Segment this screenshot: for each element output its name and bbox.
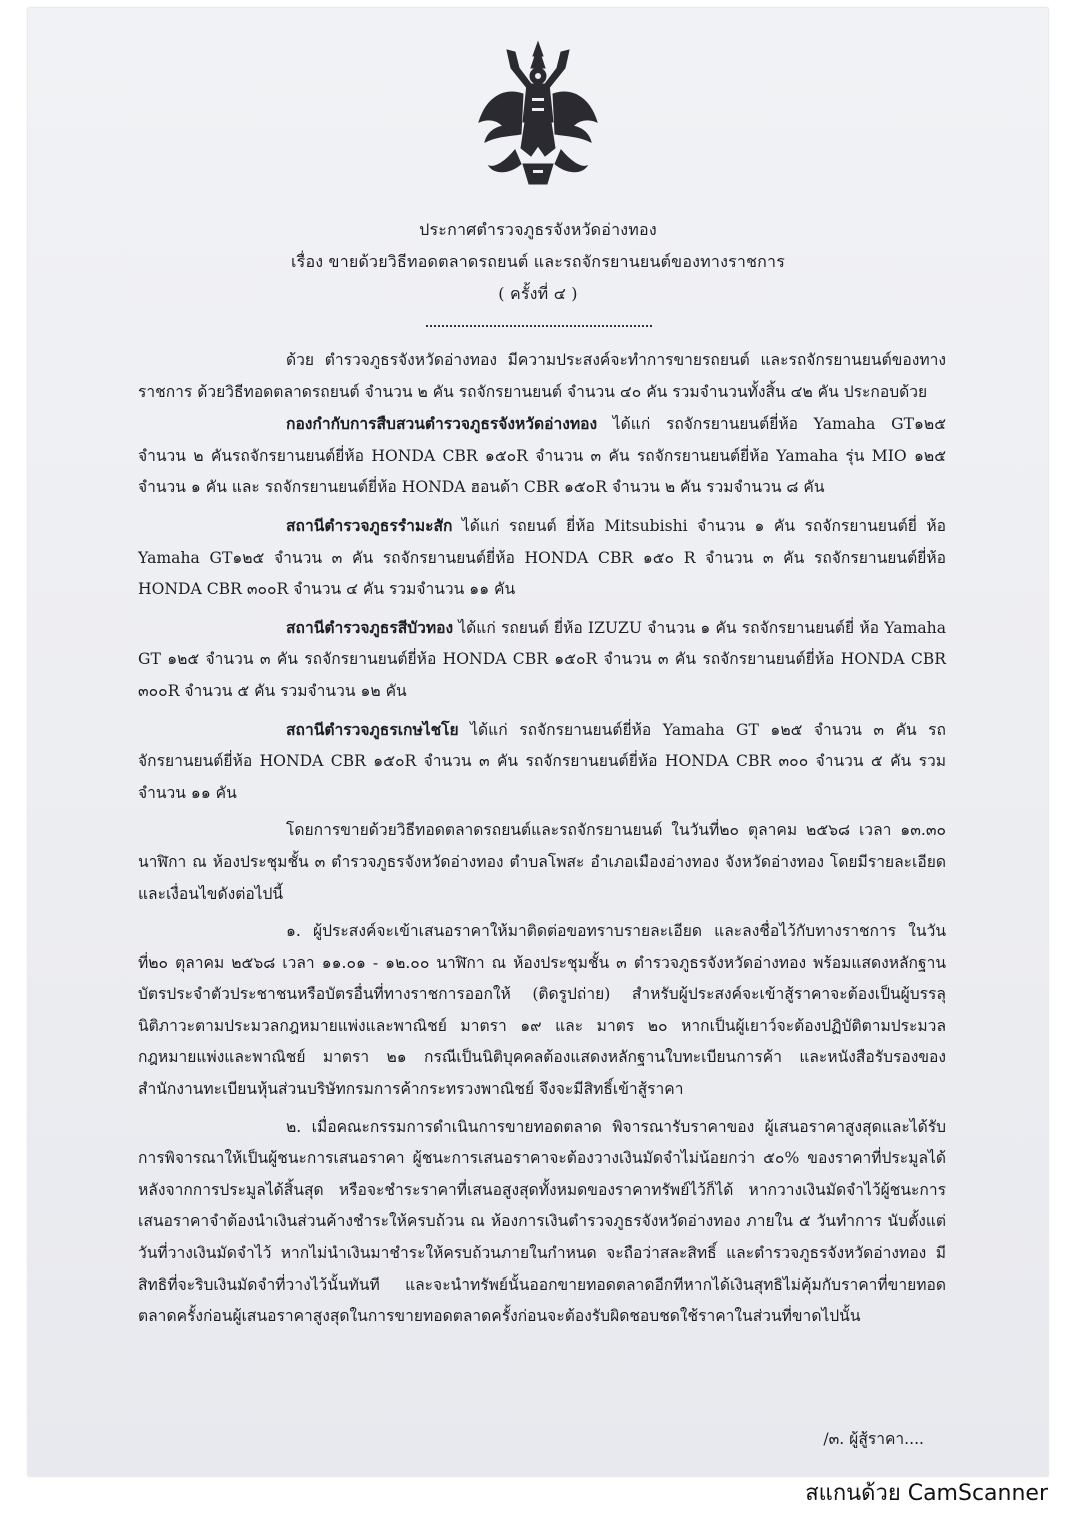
unit-name: สถานีตำรวจภูธรเกษไชโย [286, 719, 459, 739]
clause-1: ๑. ผู้ประสงค์จะเข้าเสนอราคาให้มาติดต่อขอทราบรายละเอียด และลงชื่อไว้กับทางราชการ ในวันที่๒๐ ตุลาคม ๒๕๖๘ เวลา ๑๑.๐๑ - ๑๒.๐๐ นาฬิกา ณ ห้องประชุมชั้น ๓ ตำรวจภูธรจังหวัดอ่างทอง พร้อมแสดงหลักฐานบัตรประจำตัวประชาชนหรือบัตรอื่นที่ทางราชการออกให้ (ติดรูปถ่าย) สำหรับผู้ประสงค์จะเข้าสู้ราคาจะต้องเป็นผู้บรรลุนิติภาวะตามประมวลกฎหมายแพ่งและพาณิชย์ มาตรา ๑๙ และ มาตร ๒๐ หากเป็นผู้เยาว์จะต้องปฏิบัติตามประมวลกฎหมายแพ่งและพาณิชย์ มาตรา ๒๑ กรณีเป็นนิติบุคคลต้องแสดงหลักฐานใบทะเบียนการค้า และหนังสือรับรองของสำนักงานทะเบียนหุ้นส่วนบริษัทกรมการค้ากระทรวงพาณิชย์ จึงจะมีสิทธิ์เข้าสู้ราคา [138, 922, 946, 1099]
unit-paragraph [138, 714, 946, 810]
announcement-subject: เรื่อง ขายด้วยวิธีทอดตลาดรถยนต์ และรถจักรยานยนต์ของทางราชการ [290, 252, 785, 271]
unit-paragraph [138, 510, 946, 606]
announcement-body [138, 345, 946, 1333]
unit-paragraph [138, 612, 946, 708]
unit-detail: ได้แก่ รถยนต์ ยี่ห้อ IZUZU จำนวน ๑ คัน รถจักรยานยนต์ยี่ ห้อ Yamaha GT ๑๒๕ จำนวน ๓ คัน รถจักรยานยนต์ยี่ห้อ HONDA CBR ๑๕๐R จำนวน ๓ คัน รถจักรยานยนต์ยี่ห้อ HONDA CBR ๓๐๐R จำนวน ๕ คัน รวมจำนวน ๑๒ คัน [138, 618, 946, 700]
auction-paragraph: โดยการขายด้วยวิธีทอดตลาดรถยนต์และรถจักรยานยนต์ ในวันที่๒๐ ตุลาคม ๒๕๖๘ เวลา ๑๓.๓๐ นาฬิกา ณ ห้องประชุมชั้น ๓ ตำรวจภูธรจังหวัดอ่างทอง ตำบลโพสะ อำเภอเมืองอ่างทอง จังหวัดอ่างทอง โดยมีรายละเอียดและเงื่อนไขดังต่อไปนี้ [138, 821, 946, 903]
intro-paragraph: ด้วย ตำรวจภูธรจังหวัดอ่างทอง มีความประสงค์จะทำการขายรถยนต์ และรถจักรยานยนต์ของทางราชการ ด้วยวิธีทอดตลาดรถยนต์ จำนวน ๒ คัน รถจักรยานยนต์ จำนวน ๔๐ คัน รวมจำนวนทั้งสิ้น ๔๒ คัน ประกอบด้วย [138, 351, 946, 401]
clause-2: ๒. เมื่อคณะกรรมการดำเนินการขายทอดตลาด พิจารณารับราคาของ ผู้เสนอราคาสูงสุดและได้รับการพิจารณาให้เป็นผู้ชนะการเสนอราคา ผู้ชนะการเสนอราคาจะต้องวางเงินมัดจำไม่น้อยกว่า ๕๐% ของราคาที่ประมูลได้หลังจากการประมูลได้สิ้นสุด หรือจะชำระราคาที่เสนอสูงสุดทั้งหมดของราคาทรัพย์ไว้ก็ได้ หากวางเงินมัดจำไว้ผู้ชนะการเสนอราคาจำต้องนำเงินส่วนค้างชำระให้ครบถ้วน ณ ห้องการเงินตำรวจภูธรจังหวัดอ่างทอง ภายใน ๕ วันทำการ นับตั้งแต่วันที่วางเงินมัดจำไว้ หากไม่นำเงินมาชำระให้ครบถ้วนภายในกำหนด จะถือว่าสละสิทธิ์ และตำรวจภูธรจังหวัดอ่างทอง มีสิทธิที่จะริบเงินมัดจำที่วางไว้นั้นทันที และจะนำทรัพย์นั้นออกขายทอดตลาดอีกทีหากได้เงินสุทธิไม่คุ้มกับราคาที่ขายทอดตลาดครั้งก่อนผู้เสนอราคาสูงสุดในการขายทอดตลาดครั้งก่อนจะต้องรับผิดชอบชดใช้ราคาในส่วนที่ขาดไปนั้น [138, 1117, 946, 1326]
unit-name: กองกำกับการสืบสวนตำรวจภูธรจังหวัดอ่างทอง [286, 414, 598, 434]
unit-name: สถานีตำรวจภูธรสีบัวทอง [286, 617, 454, 637]
document-page [28, 8, 1048, 1476]
dotted-separator [426, 325, 652, 327]
unit-detail: ได้แก่ รถจักรยานยนต์ยี่ห้อ Yamaha GT ๑๒๕ จำนวน ๓ คัน รถจักรยานยนต์ยี่ห้อ HONDA CBR ๑๕๐R จำนวน ๓ คัน รถจักรยานยนต์ยี่ห้อ HONDA CBR ๓๐๐ จำนวน ๕ คัน รวมจำนวน ๑๑ คัน [138, 720, 946, 802]
camscanner-watermark: สแกนด้วย CamScanner [805, 1481, 1048, 1506]
unit-paragraph [138, 408, 946, 504]
unit-detail: ได้แก่ รถยนต์ ยี่ห้อ Mitsubishi จำนวน ๑ คัน รถจักรยานยนต์ยี่ ห้อ Yamaha GT๑๒๕ จำนวน ๓ คัน รถจักรยานยนต์ยี่ห้อ HONDA CBR ๑๕๐ R จำนวน ๓ คัน รถจักรยานยนต์ยี่ห้อ HONDA CBR ๓๐๐R จำนวน ๔ คัน รวมจำนวน ๑๑ คัน [138, 516, 946, 599]
announcement-round: ( ครั้งที่ ๔ ) [498, 284, 578, 303]
unit-name: สถานีตำรวจภูธรรำมะสัก [286, 515, 453, 535]
announcement-title: ประกาศตำรวจภูธรจังหวัดอ่างทอง [419, 220, 657, 239]
garuda-emblem-icon [475, 38, 601, 188]
continuation-note: /๓. ผู้สู้ราคา.... [823, 1430, 924, 1448]
unit-detail: ได้แก่ รถจักรยานยนต์ยี่ห้อ Yamaha GT๑๒๕ จำนวน ๒ คันรถจักรยานยนต์ยี่ห้อ HONDA CBR ๑๕๐R จำนวน ๓ คัน รถจักรยานยนต์ยี่ห้อ Yamaha รุ่น MIO ๑๒๕ จำนวน ๑ คัน และ รถจักรยานยนต์ยี่ห้อ HONDA ฮอนด้า CBR ๑๕๐R จำนวน ๒ คัน รวมจำนวน ๘ คัน [138, 415, 946, 497]
